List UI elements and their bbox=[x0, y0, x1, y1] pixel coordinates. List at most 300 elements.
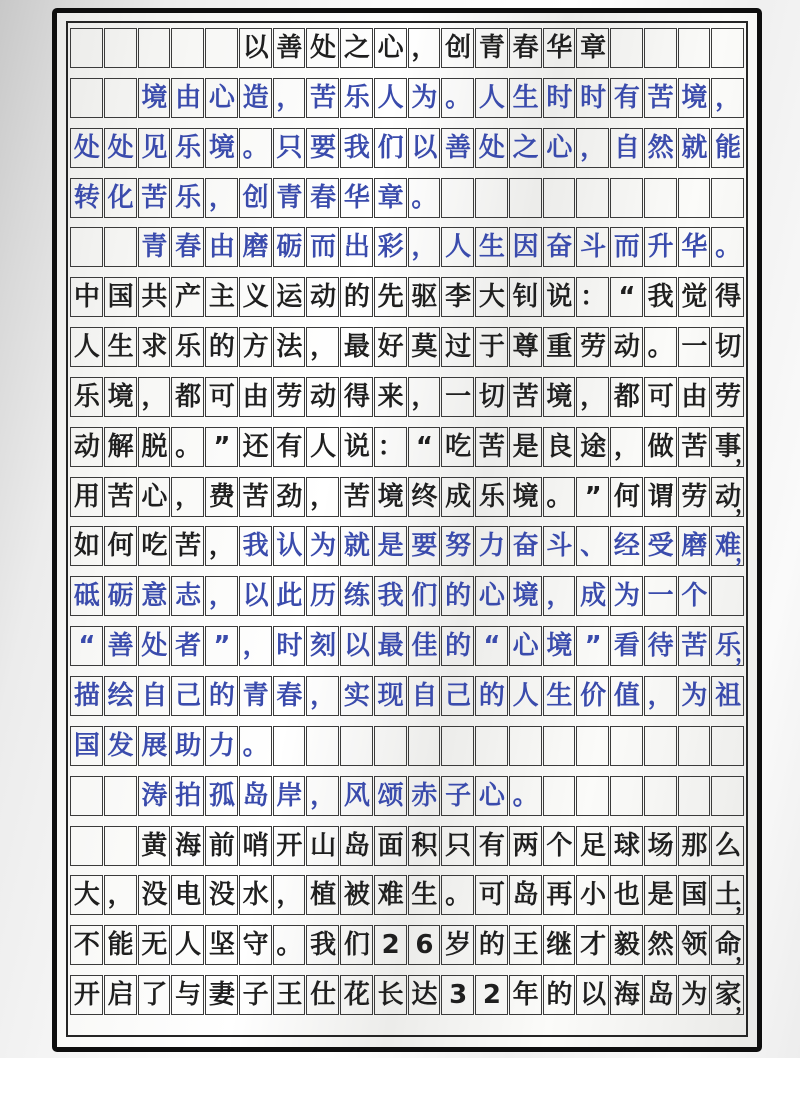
grid-cell: 为 bbox=[408, 78, 441, 118]
grid-cell: 。 bbox=[509, 776, 542, 816]
grid-cell: ， bbox=[644, 676, 677, 716]
grid-cell bbox=[576, 726, 609, 766]
grid-cell: 善 bbox=[441, 128, 474, 168]
grid-cell: 共 bbox=[138, 277, 171, 317]
grid-cell: 造 bbox=[239, 78, 272, 118]
grid-cell: 海 bbox=[610, 975, 643, 1015]
grid-cell: 说 bbox=[543, 277, 576, 317]
grid-cell: 境 bbox=[509, 576, 542, 616]
grid-cell: 一 bbox=[678, 327, 711, 367]
overflow-punctuation: ， bbox=[734, 891, 757, 917]
grid-cell: ， bbox=[171, 477, 204, 517]
grid-cell: 的 bbox=[543, 975, 576, 1015]
grid-cell: 之 bbox=[340, 28, 373, 68]
grid-cell: 2 bbox=[374, 925, 407, 965]
grid-cell: ， bbox=[306, 477, 339, 517]
grid-cell: 志 bbox=[171, 576, 204, 616]
grid-cell: 因 bbox=[509, 227, 542, 267]
grid-cell: 来 bbox=[374, 377, 407, 417]
grid-cell: 描 bbox=[70, 676, 103, 716]
grid-cell: 被 bbox=[340, 875, 373, 915]
grid-cell: ” bbox=[576, 477, 609, 517]
grid-cell: 境 bbox=[543, 626, 576, 666]
grid-cell: 时 bbox=[576, 78, 609, 118]
essay-row bbox=[70, 676, 744, 716]
grid-cell: 都 bbox=[610, 377, 643, 417]
grid-cell: 没 bbox=[138, 875, 171, 915]
grid-cell bbox=[70, 227, 103, 267]
grid-cell: 展 bbox=[138, 726, 171, 766]
grid-cell: 创 bbox=[239, 178, 272, 218]
grid-cell: 年 bbox=[509, 975, 542, 1015]
grid-cell: ， bbox=[273, 78, 306, 118]
grid-cell bbox=[205, 28, 238, 68]
grid-cell: 再 bbox=[543, 875, 576, 915]
grid-cell: ” bbox=[576, 626, 609, 666]
grid-cell bbox=[374, 726, 407, 766]
grid-cell: 2 bbox=[475, 975, 508, 1015]
grid-cell: 的 bbox=[340, 277, 373, 317]
grid-cell: 有 bbox=[273, 427, 306, 467]
grid-cell: 球 bbox=[610, 826, 643, 866]
grid-cell: 。 bbox=[644, 327, 677, 367]
footer-strip bbox=[70, 1025, 744, 1035]
grid-cell: 乐 bbox=[475, 477, 508, 517]
grid-cell: 谓 bbox=[644, 477, 677, 517]
grid-cell: 么 bbox=[711, 826, 744, 866]
grid-cell: 方 bbox=[239, 327, 272, 367]
grid-cell: 毅 bbox=[610, 925, 643, 965]
grid-cell: 苦 bbox=[340, 477, 373, 517]
grid-cell: 可 bbox=[205, 377, 238, 417]
grid-cell: 与 bbox=[171, 975, 204, 1015]
grid-cell: 就 bbox=[340, 526, 373, 566]
grid-cell: ， bbox=[273, 875, 306, 915]
grid-cell bbox=[441, 178, 474, 218]
grid-cell: 乐 bbox=[171, 128, 204, 168]
grid-cell: 劳 bbox=[576, 327, 609, 367]
grid-cell: 主 bbox=[205, 277, 238, 317]
grid-cell: 心 bbox=[509, 626, 542, 666]
grid-cell: 劳 bbox=[273, 377, 306, 417]
grid-cell: 花 bbox=[340, 975, 373, 1015]
grid-cell: 人 bbox=[171, 925, 204, 965]
grid-cell: 磨 bbox=[239, 227, 272, 267]
grid-cell: ， bbox=[306, 676, 339, 716]
grid-cell: 实 bbox=[340, 676, 373, 716]
grid-cell: 苦 bbox=[239, 477, 272, 517]
grid-cell: 启 bbox=[104, 975, 137, 1015]
grid-cell: 国 bbox=[678, 875, 711, 915]
grid-cell: 6 bbox=[408, 925, 441, 965]
grid-cell: ： bbox=[374, 427, 407, 467]
grid-cell bbox=[70, 826, 103, 866]
essay-row bbox=[70, 826, 744, 866]
grid-cell: 吃 bbox=[138, 526, 171, 566]
grid-cell: 苦 bbox=[306, 78, 339, 118]
grid-cell: 斗 bbox=[543, 526, 576, 566]
grid-cell: 钊 bbox=[509, 277, 542, 317]
grid-cell: 苦 bbox=[138, 178, 171, 218]
grid-cell: 的 bbox=[441, 626, 474, 666]
grid-cell: 领 bbox=[678, 925, 711, 965]
grid-cell: 春 bbox=[273, 676, 306, 716]
grid-cell: 青 bbox=[475, 28, 508, 68]
grid-cell: 乐 bbox=[70, 377, 103, 417]
grid-cell: 我 bbox=[340, 128, 373, 168]
grid-cell: 处 bbox=[138, 626, 171, 666]
grid-cell: 章 bbox=[374, 178, 407, 218]
grid-cell: 只 bbox=[441, 826, 474, 866]
grid-cell: 绘 bbox=[104, 676, 137, 716]
grid-cell: 仕 bbox=[306, 975, 339, 1015]
grid-cell bbox=[678, 776, 711, 816]
grid-cell: ， bbox=[205, 526, 238, 566]
grid-cell: 守 bbox=[239, 925, 272, 965]
grid-cell bbox=[711, 776, 744, 816]
grid-cell bbox=[711, 726, 744, 766]
grid-cell: 李 bbox=[441, 277, 474, 317]
grid-cell bbox=[644, 726, 677, 766]
grid-cell: 可 bbox=[475, 875, 508, 915]
grid-cell: 一 bbox=[644, 576, 677, 616]
grid-cell bbox=[171, 28, 204, 68]
grid-cell: 升 bbox=[644, 227, 677, 267]
grid-cell: 能 bbox=[104, 925, 137, 965]
grid-cell: 最 bbox=[340, 327, 373, 367]
grid-cell: 前 bbox=[205, 826, 238, 866]
grid-cell: 刻 bbox=[306, 626, 339, 666]
grid-cell: 、 bbox=[576, 526, 609, 566]
grid-cell: 发 bbox=[104, 726, 137, 766]
grid-cell: 由 bbox=[678, 377, 711, 417]
grid-cell bbox=[70, 776, 103, 816]
grid-cell: 。 bbox=[711, 227, 744, 267]
grid-cell: 得 bbox=[711, 277, 744, 317]
grid-cell: 己 bbox=[171, 676, 204, 716]
grid-cell bbox=[576, 178, 609, 218]
grid-cell bbox=[509, 178, 542, 218]
grid-cell: ， bbox=[306, 776, 339, 816]
grid-cell: 乐 bbox=[711, 626, 744, 666]
grid-cell: 劳 bbox=[711, 377, 744, 417]
overflow-punctuation: ， bbox=[734, 442, 757, 468]
grid-cell: 苦 bbox=[678, 626, 711, 666]
grid-cell bbox=[70, 28, 103, 68]
grid-cell: 以 bbox=[576, 975, 609, 1015]
grid-cell: 。 bbox=[441, 875, 474, 915]
grid-cell: 心 bbox=[374, 28, 407, 68]
grid-cell: 无 bbox=[138, 925, 171, 965]
essay-row bbox=[70, 78, 744, 118]
grid-cell: 乐 bbox=[171, 327, 204, 367]
grid-cell bbox=[610, 178, 643, 218]
grid-cell: 说 bbox=[340, 427, 373, 467]
grid-cell: 王 bbox=[509, 925, 542, 965]
grid-cell: 岛 bbox=[340, 826, 373, 866]
grid-cell: 动 bbox=[306, 277, 339, 317]
grid-cell bbox=[509, 726, 542, 766]
grid-cell: 可 bbox=[644, 377, 677, 417]
grid-cell: 章 bbox=[576, 28, 609, 68]
grid-cell: 自 bbox=[610, 128, 643, 168]
grid-cell: 运 bbox=[273, 277, 306, 317]
grid-cell: 坚 bbox=[205, 925, 238, 965]
grid-cell: 人 bbox=[509, 676, 542, 716]
essay-row bbox=[70, 526, 757, 568]
grid-cell: 面 bbox=[374, 826, 407, 866]
grid-cell: 境 bbox=[374, 477, 407, 517]
grid-cell: 。 bbox=[543, 477, 576, 517]
grid-cell: 拍 bbox=[171, 776, 204, 816]
grid-cell: 脱 bbox=[138, 427, 171, 467]
grid-cell: 费 bbox=[205, 477, 238, 517]
grid-cell: 用 bbox=[70, 477, 103, 517]
grid-cell bbox=[610, 776, 643, 816]
grid-cell: 尊 bbox=[509, 327, 542, 367]
grid-cell: 那 bbox=[678, 826, 711, 866]
grid-cell: 华 bbox=[340, 178, 373, 218]
grid-cell: 者 bbox=[171, 626, 204, 666]
grid-cell: 家 bbox=[711, 975, 744, 1015]
grid-cell: 境 bbox=[678, 78, 711, 118]
grid-cell: “ bbox=[475, 626, 508, 666]
grid-cell: 然 bbox=[644, 128, 677, 168]
grid-cell: 赤 bbox=[408, 776, 441, 816]
essay-row bbox=[70, 776, 744, 816]
grid-cell: 场 bbox=[644, 826, 677, 866]
grid-cell: 以 bbox=[340, 626, 373, 666]
grid-cell: 心 bbox=[138, 477, 171, 517]
grid-cell: 自 bbox=[138, 676, 171, 716]
grid-cell: 法 bbox=[273, 327, 306, 367]
grid-cell: 人 bbox=[475, 78, 508, 118]
grid-cell: 意 bbox=[138, 576, 171, 616]
grid-cell: 力 bbox=[475, 526, 508, 566]
grid-cell: 待 bbox=[644, 626, 677, 666]
essay-row bbox=[70, 427, 757, 468]
grid-cell: 要 bbox=[408, 526, 441, 566]
grid-cell: 何 bbox=[104, 526, 137, 566]
grid-cell: 经 bbox=[610, 526, 643, 566]
grid-cell bbox=[104, 776, 137, 816]
grid-cell: 长 bbox=[374, 975, 407, 1015]
grid-cell: ， bbox=[408, 28, 441, 68]
grid-cell: 开 bbox=[70, 975, 103, 1015]
grid-cell: 春 bbox=[171, 227, 204, 267]
grid-cell: ， bbox=[576, 128, 609, 168]
grid-cell: 达 bbox=[408, 975, 441, 1015]
grid-cell: 春 bbox=[306, 178, 339, 218]
grid-cell: “ bbox=[610, 277, 643, 317]
grid-cell bbox=[306, 726, 339, 766]
grid-cell: 我 bbox=[239, 526, 272, 566]
grid-cell: 境 bbox=[509, 477, 542, 517]
grid-cell bbox=[475, 726, 508, 766]
grid-cell: 乐 bbox=[171, 178, 204, 218]
grid-cell: 事 bbox=[711, 427, 744, 467]
grid-cell: 境 bbox=[543, 377, 576, 417]
grid-cell: 的 bbox=[205, 676, 238, 716]
grid-cell: ， bbox=[408, 377, 441, 417]
grid-cell: 有 bbox=[610, 78, 643, 118]
grid-cell: 自 bbox=[408, 676, 441, 716]
grid-cell: 个 bbox=[678, 576, 711, 616]
grid-cell: 以 bbox=[408, 128, 441, 168]
grid-cell: 终 bbox=[408, 477, 441, 517]
grid-cell: 砺 bbox=[104, 576, 137, 616]
grid-cell: 以 bbox=[239, 576, 272, 616]
grid-cell bbox=[543, 776, 576, 816]
grid-cell: 心 bbox=[475, 576, 508, 616]
grid-cell: “ bbox=[70, 626, 103, 666]
grid-cell: 先 bbox=[374, 277, 407, 317]
grid-cell: 难 bbox=[374, 875, 407, 915]
grid-cell: 砥 bbox=[70, 576, 103, 616]
grid-cell: 劳 bbox=[678, 477, 711, 517]
grid-cell: 由 bbox=[239, 377, 272, 417]
grid-cell: ， bbox=[576, 377, 609, 417]
grid-cell: ， bbox=[104, 875, 137, 915]
overflow-punctuation: ， bbox=[734, 991, 757, 1017]
grid-cell: 只 bbox=[273, 128, 306, 168]
grid-cell: 己 bbox=[441, 676, 474, 716]
grid-cell: 都 bbox=[171, 377, 204, 417]
photo-backdrop-bottom bbox=[0, 1058, 800, 1098]
grid-cell: 历 bbox=[306, 576, 339, 616]
grid-cell: 奋 bbox=[509, 526, 542, 566]
overflow-punctuation: ， bbox=[734, 542, 757, 568]
grid-cell: 。 bbox=[239, 726, 272, 766]
grid-cell: 王 bbox=[273, 975, 306, 1015]
grid-cell: 莫 bbox=[408, 327, 441, 367]
grid-cell: 的 bbox=[475, 925, 508, 965]
grid-cell: 苦 bbox=[509, 377, 542, 417]
grid-cell: 何 bbox=[610, 477, 643, 517]
grid-cell: 个 bbox=[543, 826, 576, 866]
grid-cell: 能 bbox=[711, 128, 744, 168]
grid-cell: 我 bbox=[644, 277, 677, 317]
grid-cell: 小 bbox=[576, 875, 609, 915]
grid-cell: 是 bbox=[509, 427, 542, 467]
grid-cell: 境 bbox=[138, 78, 171, 118]
grid-cell: 的 bbox=[475, 676, 508, 716]
grid-cell bbox=[70, 78, 103, 118]
grid-cell: 值 bbox=[610, 676, 643, 716]
grid-cell: 积 bbox=[408, 826, 441, 866]
grid-cell: 为 bbox=[678, 676, 711, 716]
page-frame bbox=[52, 8, 762, 1052]
grid-cell: 看 bbox=[610, 626, 643, 666]
grid-cell: 两 bbox=[509, 826, 542, 866]
grid-cell: 青 bbox=[239, 676, 272, 716]
grid-cell: 佳 bbox=[408, 626, 441, 666]
grid-cell: ， bbox=[239, 626, 272, 666]
grid-cell: 岛 bbox=[644, 975, 677, 1015]
grid-cell: 善 bbox=[273, 28, 306, 68]
grid-cell: 春 bbox=[509, 28, 542, 68]
grid-cell: 继 bbox=[543, 925, 576, 965]
grid-cell: 一 bbox=[441, 377, 474, 417]
grid-cell: 境 bbox=[104, 377, 137, 417]
grid-cell: 动 bbox=[711, 477, 744, 517]
grid-cell: 良 bbox=[543, 427, 576, 467]
grid-cell: 生 bbox=[509, 78, 542, 118]
grid-cell: 成 bbox=[576, 576, 609, 616]
grid-cell: 义 bbox=[239, 277, 272, 317]
grid-cell bbox=[678, 28, 711, 68]
grid-cell: 时 bbox=[273, 626, 306, 666]
grid-cell bbox=[441, 726, 474, 766]
grid-cell: 岛 bbox=[509, 875, 542, 915]
grid-cell bbox=[408, 726, 441, 766]
grid-cell: 生 bbox=[408, 875, 441, 915]
grid-cell: 的 bbox=[441, 576, 474, 616]
grid-cell bbox=[711, 576, 744, 616]
essay-row bbox=[70, 327, 744, 367]
grid-cell: 认 bbox=[273, 526, 306, 566]
grid-cell: 斗 bbox=[576, 227, 609, 267]
grid-cell: 最 bbox=[374, 626, 407, 666]
grid-cell bbox=[644, 776, 677, 816]
grid-cell: 化 bbox=[104, 178, 137, 218]
grid-cell bbox=[610, 726, 643, 766]
grid-cell: 青 bbox=[138, 227, 171, 267]
grid-cell: 磨 bbox=[678, 526, 711, 566]
grid-cell: 过 bbox=[441, 327, 474, 367]
grid-cell: 驱 bbox=[408, 277, 441, 317]
grid-cell: 苦 bbox=[171, 526, 204, 566]
grid-cell: 好 bbox=[374, 327, 407, 367]
essay-row bbox=[70, 128, 744, 168]
grid-cell: 切 bbox=[711, 327, 744, 367]
grid-cell: 人 bbox=[441, 227, 474, 267]
grid-cell: 苦 bbox=[475, 427, 508, 467]
grid-cell: 途 bbox=[576, 427, 609, 467]
grid-cell: 生 bbox=[543, 676, 576, 716]
grid-cell: 有 bbox=[475, 826, 508, 866]
essay-row bbox=[70, 626, 757, 668]
essay-row bbox=[70, 178, 744, 218]
grid-cell: 切 bbox=[475, 377, 508, 417]
grid-cell: 中 bbox=[70, 277, 103, 317]
grid-cell: 创 bbox=[441, 28, 474, 68]
essay-row bbox=[70, 975, 757, 1017]
grid-cell: 3 bbox=[441, 975, 474, 1015]
grid-cell: 境 bbox=[205, 128, 238, 168]
grid-cell: 心 bbox=[543, 128, 576, 168]
grid-cell: 助 bbox=[171, 726, 204, 766]
grid-cell: 于 bbox=[475, 327, 508, 367]
grid-cell: ， bbox=[138, 377, 171, 417]
grid-cell: 解 bbox=[104, 427, 137, 467]
grid-cell bbox=[610, 28, 643, 68]
grid-cell: 是 bbox=[644, 875, 677, 915]
grid-cell: 为 bbox=[306, 526, 339, 566]
grid-cell: 苦 bbox=[678, 427, 711, 467]
grid-cell: 黄 bbox=[138, 826, 171, 866]
overflow-punctuation: ， bbox=[734, 492, 757, 518]
overflow-punctuation: ， bbox=[734, 941, 757, 967]
grid-cell: 。 bbox=[441, 78, 474, 118]
grid-cell: 风 bbox=[340, 776, 373, 816]
grid-cell: 。 bbox=[408, 178, 441, 218]
grid-cell: 涛 bbox=[138, 776, 171, 816]
essay-row bbox=[70, 227, 744, 267]
grid-cell: 力 bbox=[205, 726, 238, 766]
essay-row bbox=[70, 277, 744, 317]
grid-cell: 我 bbox=[374, 576, 407, 616]
